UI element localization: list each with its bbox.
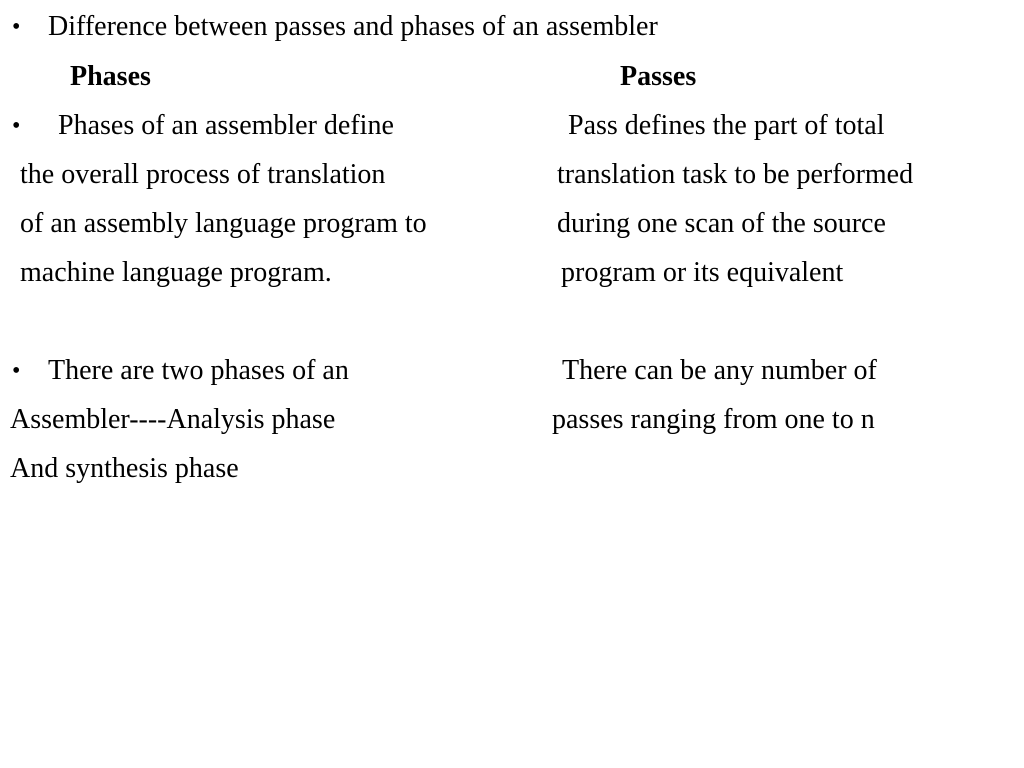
phases-line: of an assembly language program to <box>20 208 427 239</box>
phases-line: Assembler----Analysis phase <box>10 404 336 435</box>
phases-line: Phases of an assembler define <box>58 110 394 141</box>
passes-line: There can be any number of <box>562 355 877 386</box>
phases-line: There are two phases of an <box>48 355 349 386</box>
passes-line: during one scan of the source <box>557 208 886 239</box>
phases-line: machine language program. <box>20 257 332 288</box>
row1-bullet: • <box>12 113 21 139</box>
passes-line: passes ranging from one to n <box>552 404 875 435</box>
title-bullet: • <box>12 14 21 40</box>
phases-line: And synthesis phase <box>10 453 239 484</box>
passes-line: translation task to be performed <box>557 159 914 190</box>
passes-header: Passes <box>620 61 697 92</box>
row2-bullet: • <box>12 358 21 384</box>
phases-header: Phases <box>70 61 151 92</box>
slide-title: Difference between passes and phases of an assembler <box>48 11 658 42</box>
passes-line: Pass defines the part of total <box>568 110 885 141</box>
phases-line: the overall process of translation <box>20 159 386 190</box>
passes-line: program or its equivalent <box>561 257 844 288</box>
